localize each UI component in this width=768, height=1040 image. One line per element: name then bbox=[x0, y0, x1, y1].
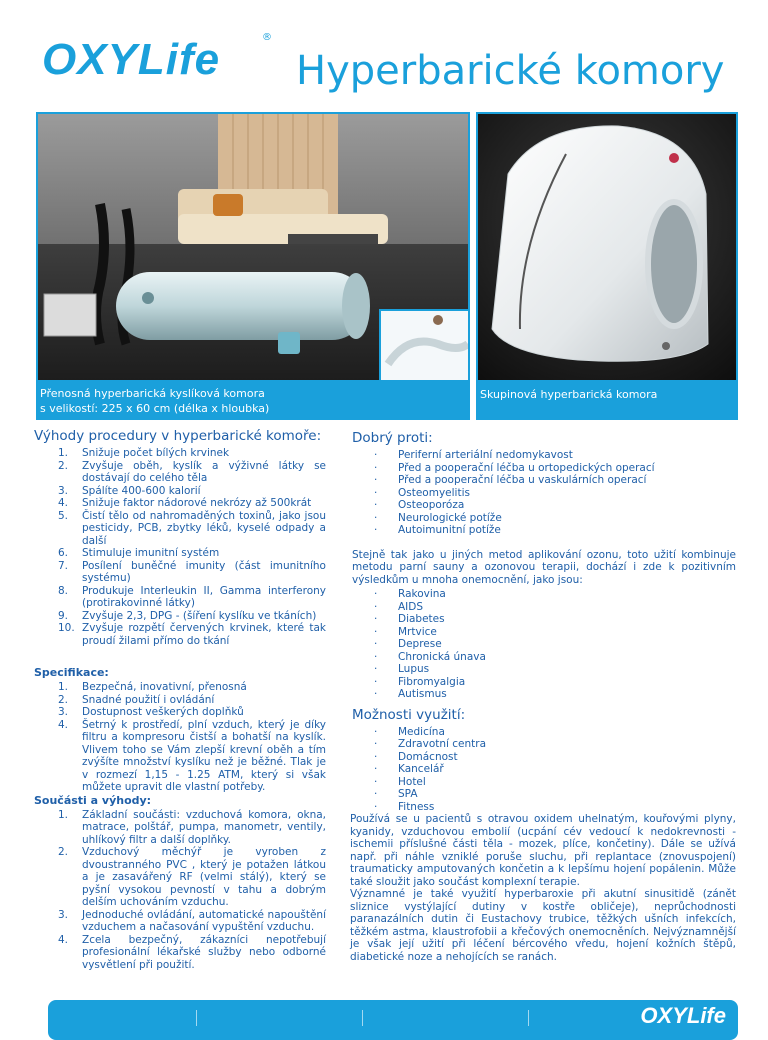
uses-list bbox=[352, 726, 736, 814]
list-item: · Diabetes bbox=[352, 613, 736, 626]
item-text: Zvyšuje rozpětí červených krvinek, které tak proudí žilami přímo do tkání bbox=[82, 622, 326, 647]
diseases-list bbox=[352, 588, 736, 701]
caption-line: s velikostí: 225 x 60 cm (délka x hloubka) bbox=[40, 402, 270, 415]
ozone-paragraph: Stejně tak jako u jiných metod aplikování ozonu, toto užití kombinuje metodu parní sauny a ozonovou terapii, dochází i zde k pozitivním výsledkům u mnoha onemocnění, jako jsou: bbox=[352, 548, 736, 586]
logo-text: OXYLife bbox=[42, 35, 221, 84]
list-item bbox=[34, 694, 326, 707]
item-number: 3. bbox=[58, 908, 69, 921]
list-item bbox=[34, 560, 326, 585]
item-text: Vzduchový měchýř je vyroben z dvoustranného PVC , který je potažen látkou a je zasavářený RF (velmi stálý), který se pyšní vysokou pevností v tahu a dobrým delším uchováním vzduchu. bbox=[82, 846, 326, 908]
list-item bbox=[34, 547, 326, 560]
list-item bbox=[34, 585, 326, 610]
list-item: · Před a pooperační léčba u ortopedických operací bbox=[352, 462, 736, 475]
list-item: · Mrtvice bbox=[352, 626, 736, 639]
list-item: · SPA bbox=[352, 788, 736, 801]
list-item: · Medicína bbox=[352, 726, 736, 739]
footer-bar bbox=[48, 1000, 738, 1040]
list-item: · Lupus bbox=[352, 663, 736, 676]
item-text: Zcela bezpečný, zákazníci nepotřebují profesionální lékařské služby nebo odborné vysvětlení při použití. bbox=[82, 933, 326, 971]
list-item: · Kancelář bbox=[352, 763, 736, 776]
list-item bbox=[34, 497, 326, 510]
item-number: 5. bbox=[58, 509, 69, 522]
specs-list bbox=[34, 681, 326, 794]
good-for-heading: Dobrý proti: bbox=[352, 430, 433, 446]
item-text: Snižuje faktor nádorové nekrózy až 500krát bbox=[82, 497, 312, 509]
parts-heading: Součásti a výhody: bbox=[34, 793, 152, 807]
list-item bbox=[34, 934, 326, 972]
list-item: · Deprese bbox=[352, 638, 736, 651]
item-text: Jednoduché ovládání, automatické napouštění vzduchem a načasování vypuštění vzduchu. bbox=[82, 908, 326, 933]
list-item: · Fibromyalgia bbox=[352, 676, 736, 689]
list-item bbox=[34, 460, 326, 485]
list-item bbox=[34, 622, 326, 647]
item-number: 1. bbox=[58, 808, 69, 821]
list-item: · Periferní arteriální nedomykavost bbox=[352, 449, 736, 462]
item-number: 4. bbox=[58, 718, 69, 731]
list-item: · Osteomyelitis bbox=[352, 487, 736, 500]
item-number: 9. bbox=[58, 609, 69, 622]
portable-chamber-illustration bbox=[38, 114, 470, 382]
group-chamber-caption bbox=[476, 382, 738, 420]
group-chamber-illustration bbox=[478, 114, 738, 382]
parts-list bbox=[34, 809, 326, 972]
item-number: 2. bbox=[58, 459, 69, 472]
list-item: · Autoimunitní potíže bbox=[352, 524, 736, 537]
item-text: Základní součásti: vzduchová komora, okna, matrace, polštář, pumpa, manometr, ventily, uhlíkový filtr a další doplňky. bbox=[82, 808, 326, 846]
list-item: · Před a pooperační léčba u vaskulárních operací bbox=[352, 474, 736, 487]
list-item: · Chronická únava bbox=[352, 651, 736, 664]
list-item bbox=[34, 610, 326, 623]
item-text: Stimuluje imunitní systém bbox=[82, 547, 220, 559]
list-item: · Osteoporóza bbox=[352, 499, 736, 512]
item-number: 4. bbox=[58, 497, 69, 509]
benefits-list bbox=[34, 447, 326, 647]
item-text: Snadné použití i ovládání bbox=[82, 693, 215, 706]
registered-mark: ® bbox=[262, 32, 272, 43]
portable-chamber-caption bbox=[36, 382, 470, 420]
item-text: Posílení buněčné imunity (část imunitního systému) bbox=[82, 559, 326, 584]
item-text: Zvyšuje oběh, kyslík a výživné látky se dostávají do celého těla bbox=[82, 459, 326, 484]
item-text: Zvyšuje 2,3, DPG - (šíření kyslíku ve tkáních) bbox=[82, 609, 317, 622]
item-text: Bezpečná, inovativní, přenosná bbox=[82, 681, 247, 693]
item-number: 10. bbox=[58, 622, 75, 634]
list-item bbox=[34, 909, 326, 934]
item-text: Spálíte 400-600 kalorií bbox=[82, 484, 201, 497]
item-number: 3. bbox=[58, 706, 69, 718]
usage-paragraph-2: Významné je také využití hyperbaroxie při akutní sinusitidě (zánět sliznice vystýlající dutiny v kostře obličeje), neprůchodnosti paranazálních dutin či Eustachovy trubice, těžkých ušních infekcích, těžkém astma, klaustrofobii a křečových onemocněních. Nejvýznamnější je však její užití při léčení bércového vředu, hojení kožních štěpů, diabetické noze a nehojících se ranách. bbox=[350, 888, 736, 963]
list-item bbox=[34, 447, 326, 460]
list-item bbox=[34, 510, 326, 548]
group-chamber-photo bbox=[476, 112, 738, 382]
list-item bbox=[34, 846, 326, 909]
list-item: · Domácnost bbox=[352, 751, 736, 764]
list-item bbox=[34, 719, 326, 794]
list-item: · Autismus bbox=[352, 688, 736, 701]
item-number: 1. bbox=[58, 447, 69, 459]
list-item: · AIDS bbox=[352, 601, 736, 614]
item-number: 7. bbox=[58, 559, 69, 572]
good-for-list bbox=[352, 449, 736, 537]
list-item: · Zdravotní centra bbox=[352, 738, 736, 751]
item-number: 2. bbox=[58, 693, 69, 706]
item-text: Čistí tělo od nahromaděných toxinů, jako jsou pesticidy, PCB, zbytky léků, kyselé odpady a další bbox=[82, 509, 326, 547]
page-title: Hyperbarické komory bbox=[296, 48, 725, 94]
brand-logo bbox=[42, 30, 272, 90]
specs-heading: Specifikace: bbox=[34, 666, 109, 679]
item-text: Šetrný k prostředí, plní vzduch, který je díky filtru a kompresoru čistší a bohatší na kyslík. Vlivem toho se Vám zlepší krevní oběh a tím zvýšíte množství kyslíku než je běžné. Tlak je v rozmezí 1,15 - 1.25 ATM, který si však můžete upravit dle vlastní potřeby. bbox=[82, 718, 326, 793]
caption-line: Skupinová hyperbarická komora bbox=[480, 388, 658, 401]
item-number: 6. bbox=[58, 547, 69, 559]
right-column bbox=[352, 430, 736, 963]
item-text: Produkuje Interleukin II, Gamma interferony (protirakovinné látky) bbox=[82, 584, 326, 609]
uses-heading: Možnosti využití: bbox=[352, 706, 466, 723]
caption-line: Přenosná hyperbarická kyslíková komora bbox=[40, 387, 265, 400]
list-item: · Neurologické potíže bbox=[352, 512, 736, 525]
item-text: Dostupnost veškerých doplňků bbox=[82, 706, 244, 718]
item-text: Snižuje počet bílých krvinek bbox=[82, 447, 230, 459]
footer-logo: OXYLife bbox=[640, 1003, 726, 1028]
portable-chamber-photo bbox=[36, 112, 470, 382]
item-number: 1. bbox=[58, 681, 69, 693]
list-item bbox=[34, 485, 326, 498]
list-item: · Hotel bbox=[352, 776, 736, 789]
benefits-heading: Výhody procedury v hyperbarické komoře: bbox=[34, 428, 322, 444]
usage-paragraph-1: Používá se u pacientů s otravou oxidem uhelnatým, kouřovými plyny, kyanidy, vzduchovou embolií (ucpání cév vedoucí k nedokrevnosti - ischemii příslušné části těla - mozek, plíce, končetiny). Dále se užívá např. při náhle vzniklé poruše sluchu, při replantace (znovuspojení) traumaticky amputovaných končetin a k lepšímu hojení popálenin. Může také sloužit jako součást komplexní terapie. bbox=[350, 813, 736, 888]
item-number: 8. bbox=[58, 584, 69, 597]
list-item bbox=[34, 809, 326, 847]
item-number: 4. bbox=[58, 933, 69, 946]
list-item bbox=[34, 706, 326, 719]
list-item bbox=[34, 681, 326, 694]
list-item: · Fitness bbox=[352, 801, 736, 814]
list-item: · Rakovina bbox=[352, 588, 736, 601]
left-column bbox=[34, 428, 326, 971]
item-number: 3. bbox=[58, 484, 69, 497]
item-number: 2. bbox=[58, 846, 69, 858]
